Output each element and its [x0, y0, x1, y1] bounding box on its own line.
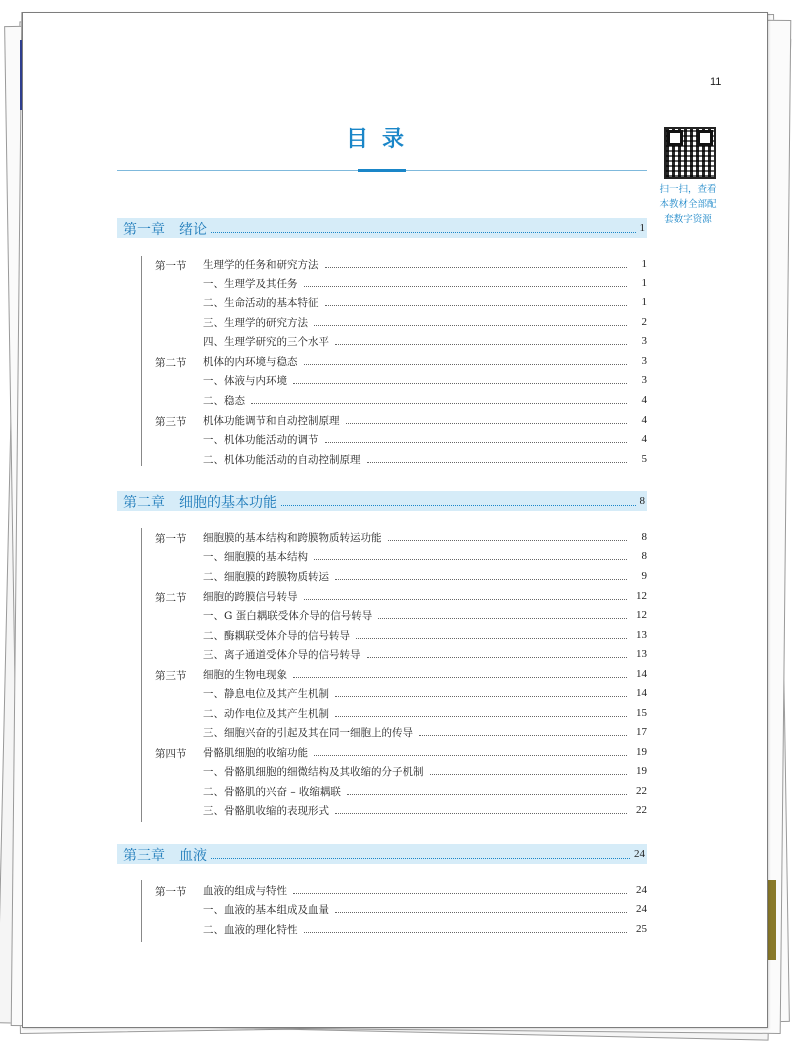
item-title: 一、细胞膜的基本结构 [203, 550, 308, 563]
leader-dots [335, 709, 627, 717]
section-label: 第一节 [155, 260, 187, 272]
chapter-heading[interactable] [117, 491, 647, 511]
item-title: 三、离子通道受体介导的信号转导 [203, 648, 361, 661]
toc-item-entry[interactable] [203, 313, 647, 331]
toc-section-entry[interactable] [203, 528, 647, 546]
page-ref: 5 [641, 453, 647, 465]
leader-dots [211, 849, 630, 859]
page-ref: 4 [641, 394, 647, 406]
page-ref: 12 [636, 609, 647, 621]
item-title: 三、骨骼肌收缩的表现形式 [203, 804, 329, 817]
section-title: 机体功能调节和自动控制原理 [203, 414, 340, 427]
leader-dots [281, 496, 636, 506]
item-title: 一、G 蛋白耦联受体介导的信号转导 [203, 609, 373, 622]
section-title: 细胞的跨膜信号转导 [203, 590, 298, 603]
item-title: 四、生理学研究的三个水平 [203, 335, 329, 348]
page-ref: 14 [636, 687, 647, 699]
item-title: 一、骨骼肌细胞的细微结构及其收缩的分子机制 [203, 765, 424, 778]
leader-dots [335, 689, 627, 697]
page-ref: 24 [636, 903, 647, 915]
toc-item-entry[interactable] [203, 567, 647, 585]
chapter-page: 8 [639, 495, 645, 507]
toc-section-entry[interactable] [203, 665, 647, 683]
toc-page [22, 12, 768, 1028]
item-title: 一、静息电位及其产生机制 [203, 687, 329, 700]
leader-dots [347, 787, 627, 795]
toc-section-entry[interactable] [203, 881, 647, 899]
section-title: 生理学的任务和研究方法 [203, 258, 319, 271]
leader-dots [419, 728, 627, 736]
toc-item-entry[interactable] [203, 293, 647, 311]
toc-item-entry[interactable] [203, 391, 647, 409]
section-label: 第四节 [155, 748, 187, 760]
toc-item-entry[interactable] [203, 684, 647, 702]
leader-dots [346, 416, 628, 424]
page-ref: 4 [641, 433, 647, 445]
page-ref: 4 [641, 414, 647, 426]
item-title: 三、细胞兴奋的引起及其在同一细胞上的传导 [203, 726, 413, 739]
item-title: 一、机体功能活动的调节 [203, 433, 319, 446]
leader-dots [314, 552, 627, 560]
page-ref: 1 [641, 296, 647, 308]
leader-dots [325, 435, 628, 443]
page-ref: 3 [641, 335, 647, 347]
item-title: 二、细胞膜的跨膜物质转运 [203, 570, 329, 583]
toc-item-entry[interactable] [203, 547, 647, 565]
page-ref: 12 [636, 590, 647, 602]
item-title: 一、血液的基本组成及血量 [203, 903, 329, 916]
toc-item-entry[interactable] [203, 332, 647, 350]
leader-dots [314, 318, 627, 326]
leader-dots [430, 767, 628, 775]
page-ref: 9 [641, 570, 647, 582]
toc-section-entry[interactable] [203, 411, 647, 429]
qr-caption: 扫一扫，查看本教材全部配套数字资源 [659, 184, 717, 225]
leader-dots [293, 886, 627, 894]
toc-item-entry[interactable] [203, 723, 647, 741]
page-ref: 19 [636, 765, 647, 777]
section-title: 骨骼肌细胞的收缩功能 [203, 746, 308, 759]
item-title: 二、动作电位及其产生机制 [203, 707, 329, 720]
leader-dots [335, 337, 627, 345]
leader-dots [325, 298, 628, 306]
section-label: 第三节 [155, 670, 187, 682]
section-bracket-line [141, 880, 142, 942]
page-ref: 8 [641, 531, 647, 543]
leader-dots [293, 670, 627, 678]
item-title: 二、骨骼肌的兴奋 – 收缩耦联 [203, 785, 341, 798]
leader-dots [304, 592, 628, 600]
toc-section-entry[interactable] [203, 587, 647, 605]
toc-item-entry[interactable] [203, 430, 647, 448]
section-title: 细胞的生物电现象 [203, 668, 287, 681]
toc-title: 目录 [346, 127, 419, 152]
item-title: 三、生理学的研究方法 [203, 316, 308, 329]
leader-dots [356, 631, 627, 639]
page-ref: 17 [636, 726, 647, 738]
leader-dots [335, 806, 627, 814]
toc-item-entry[interactable] [203, 782, 647, 800]
chapter-page: 1 [639, 222, 645, 234]
section-label: 第一节 [155, 886, 187, 898]
toc-section-entry[interactable] [203, 743, 647, 761]
toc-item-entry[interactable] [203, 801, 647, 819]
page-ref: 3 [641, 374, 647, 386]
item-title: 一、体液与内环境 [203, 374, 287, 387]
page-ref: 13 [636, 629, 647, 641]
leader-dots [378, 611, 627, 619]
chapter-title: 第二章 细胞的基本功能 [123, 495, 277, 511]
leader-dots [304, 925, 628, 933]
page-ref: 1 [641, 258, 647, 270]
page-ref: 15 [636, 707, 647, 719]
page-ref: 22 [636, 785, 647, 797]
page-number: 11 [710, 76, 722, 88]
item-title: 二、生命活动的基本特征 [203, 296, 319, 309]
chapter-page: 24 [634, 848, 645, 860]
item-title: 一、生理学及其任务 [203, 277, 298, 290]
leader-dots [367, 650, 628, 658]
item-title: 二、酶耦联受体介导的信号转导 [203, 629, 350, 642]
leader-dots [325, 260, 628, 268]
toc-item-entry[interactable] [203, 900, 647, 918]
toc-item-entry[interactable] [203, 606, 647, 624]
qr-code-icon[interactable] [664, 127, 716, 179]
section-label: 第二节 [155, 592, 187, 604]
page-ref: 13 [636, 648, 647, 660]
page-ref: 25 [636, 923, 647, 935]
chapter-title: 第一章 绪论 [123, 222, 207, 238]
toc-item-entry[interactable] [203, 645, 647, 663]
page-ref: 14 [636, 668, 647, 680]
toc-item-entry[interactable] [203, 450, 647, 468]
chapter-title: 第三章 血液 [123, 848, 207, 864]
page-ref: 2 [641, 316, 647, 328]
item-title: 二、机体功能活动的自动控制原理 [203, 453, 361, 466]
leader-dots [314, 748, 627, 756]
toc-item-entry[interactable] [203, 274, 647, 292]
leader-dots [251, 396, 627, 404]
chapter-heading[interactable] [117, 218, 647, 238]
leader-dots [304, 279, 628, 287]
page-ref: 3 [641, 355, 647, 367]
leader-dots [304, 357, 628, 365]
section-label: 第二节 [155, 357, 187, 369]
toc-item-entry[interactable] [203, 920, 647, 938]
section-bracket-line [141, 256, 142, 466]
section-title: 血液的组成与特性 [203, 884, 287, 897]
toc-section-entry[interactable] [203, 255, 647, 273]
toc-item-entry[interactable] [203, 704, 647, 722]
section-title: 细胞膜的基本结构和跨膜物质转运功能 [203, 531, 382, 544]
toc-item-entry[interactable] [203, 371, 647, 389]
leader-dots [293, 376, 627, 384]
toc-item-entry[interactable] [203, 762, 647, 780]
page-ref: 24 [636, 884, 647, 896]
page-ref: 1 [641, 277, 647, 289]
page-ref: 22 [636, 804, 647, 816]
section-label: 第一节 [155, 533, 187, 545]
leader-dots [388, 533, 628, 541]
chapter-heading[interactable] [117, 844, 647, 864]
item-title: 二、稳态 [203, 394, 245, 407]
leader-dots [335, 572, 627, 580]
toc-section-entry[interactable] [203, 352, 647, 370]
page-ref: 19 [636, 746, 647, 758]
title-accent-bar [358, 169, 406, 172]
section-bracket-line [141, 528, 142, 822]
section-title: 机体的内环境与稳态 [203, 355, 298, 368]
item-title: 二、血液的理化特性 [203, 923, 298, 936]
page-ref: 8 [641, 550, 647, 562]
leader-dots [335, 905, 627, 913]
leader-dots [367, 455, 628, 463]
toc-item-entry[interactable] [203, 626, 647, 644]
section-label: 第三节 [155, 416, 187, 428]
leader-dots [211, 223, 636, 233]
